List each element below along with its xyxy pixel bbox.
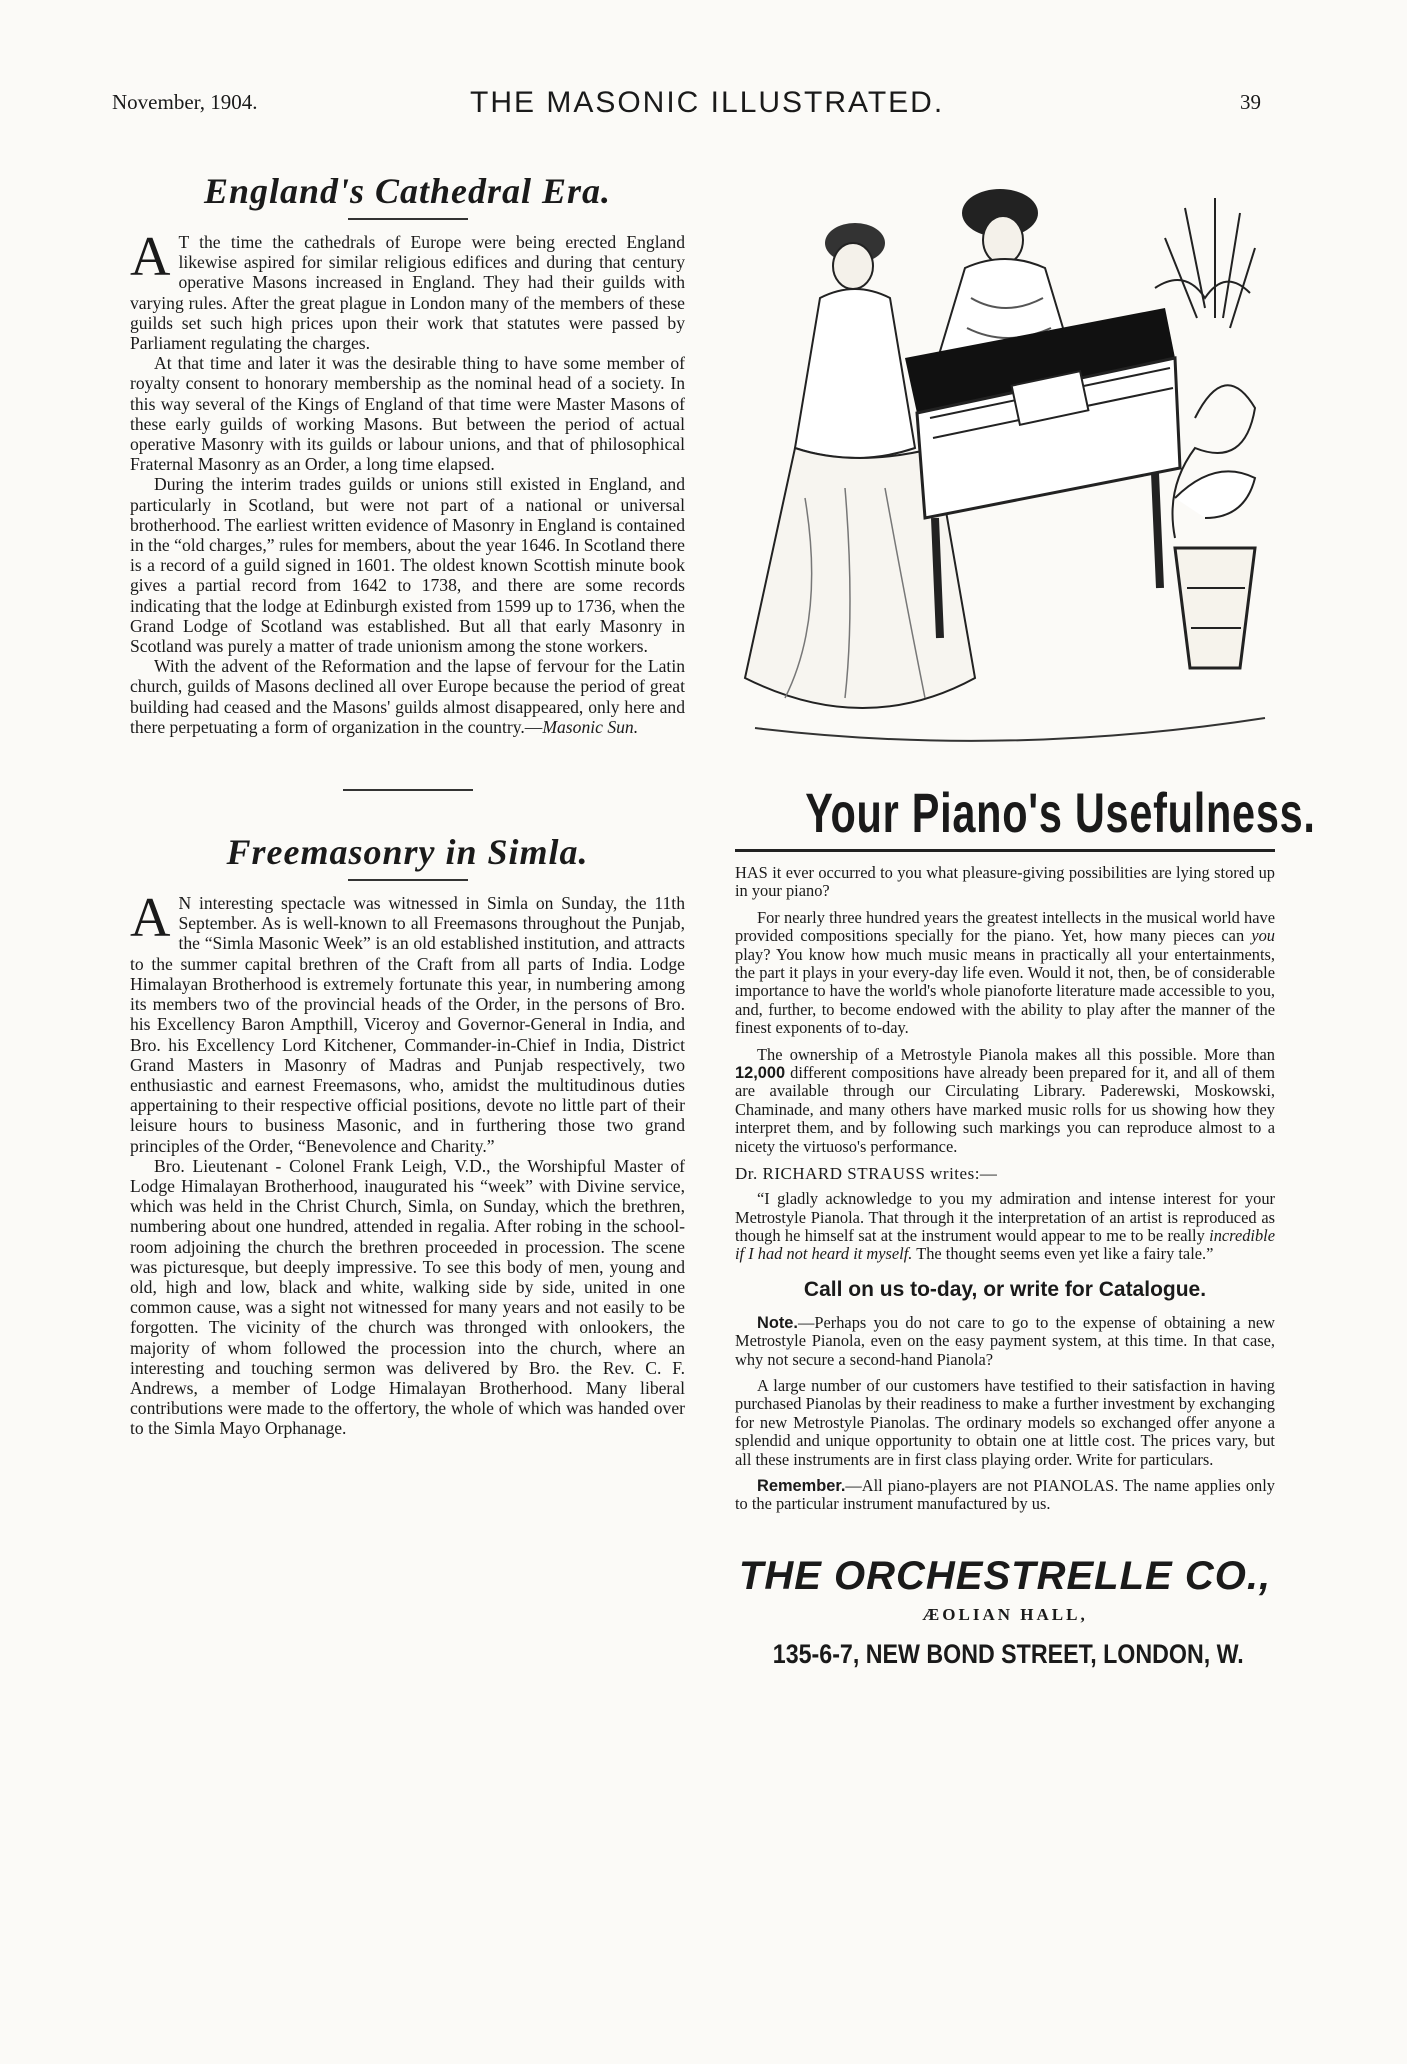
company-address: 135-6-7, NEW BOND STREET, LONDON, W. — [772, 1638, 1244, 1669]
publication-title: THE MASONIC ILLUSTRATED. — [470, 86, 945, 119]
text-run: The thought seems even yet like a fairy tale.” — [912, 1244, 1214, 1264]
text-run: different compositions have already been prepared for it, and all of them are available through our Circulating Library. Paderewski, Moskowski, Chaminade, and many others have marked music rolls for us showing how they interpret them, and by following such markings you can reproduce almost to a nicety the virtuoso's performance. — [735, 1063, 1275, 1156]
paragraph-text: With the advent of the Reformation and the lapse of fervour for the Latin church, guilds of Masons declined all over Europe because the period of great building had ceased and the Masons' guilds almost disappeared, only here and there perpetuating a form of organization in the country.— — [130, 656, 685, 737]
article-paragraph: At that time and later it was the desirable thing to have some member of royalty consent to honorary membership as the nominal head of a society. In this way several of the Kings of England of that time were Master Masons of these early guilds of working Masons. But between the period of actual operative Masonry with its guilds or labour unions, and that of philosophical Fraternal Masonry as an Order, a long time elapsed. — [130, 353, 685, 475]
ad-paragraph: HAS it ever occurred to you what pleasure-giving possibilities are lying stored up in your piano? — [735, 863, 1275, 901]
company-name: THE ORCHESTRELLE CO., — [738, 1553, 1272, 1598]
headline-rule — [735, 849, 1275, 852]
compositions-count: 12,000 — [735, 1064, 786, 1083]
ad-paragraph — [735, 909, 1275, 1038]
section-divider — [343, 789, 473, 791]
text-run: For nearly three hundred years the greatest intellects in the musical world have provided compositions specially for the piano. Yet, how many pieces can — [735, 907, 1275, 946]
emphasis-text: incredible if I had not heard it myself. — [735, 1225, 1275, 1264]
left-column — [130, 170, 685, 1439]
title-rule — [348, 879, 468, 881]
text-run: The ownership of a Metrostyle Pianola makes all this possible. More than — [757, 1044, 1275, 1064]
article-paragraph — [130, 656, 685, 737]
emphasis-text: you — [1251, 926, 1275, 946]
piano-illustration — [735, 168, 1275, 778]
article-paragraph: AN interesting spectacle was witnessed in Simla on Sunday, the 11th September. As is well-known to all Freemasons throughout the Punjab, the “Simla Masonic Week” is an old established institution, and attracts to the summer capital brethren of the Craft from all parts of India. Lodge Himalayan Brotherhood is extremely fortunate this year, in numbering among its members two of the provincial heads of the Order, in the persons of Bro. his Excellency Baron Ampthill, Viceroy and Governor-General in India, and Bro. his Excellency Lord Kitchener, Commander-in-Chief in India, District Grand Masters in Masonry of Madras and Punjab respectively, two enthusiastic and earnest Freemasons, who, amidst the multitudinous duties appertaining to their respective official positions, devote no little part of their leisure hours to business Masonic, and in furthering those two grand principles of the Order, “Benevolence and Charity.” — [130, 887, 685, 1156]
text-run: play? You know how much music means in practically all your entertainments, the part it plays in your every-day life even. Would it not, then, be of considerable importance to have the world's whole pianoforte literature made accessible to you, and, further, to become endowed with the ability to play after the manner of the finest exponents of to-day. — [735, 944, 1276, 1038]
ad-paragraph: A large number of our customers have testified to their satisfaction in having purchased Pianolas by their readiness to make a further investment by exchanging for new Metrostyle Pianolas. The ordinary models so exchanged offer anyone a splendid and unique opportunity to obtain one at little cost. The prices vary, but all these instruments are in first class playing order. Write for particulars. — [735, 1375, 1275, 1469]
note-paragraph — [735, 1314, 1275, 1369]
article-paragraph: AT the time the cathedrals of Europe were being erected England likewise aspired for similar religious edifices and during that century operative Masons increased in England. They had their guilds with varying rules. After the great plague in London many of the members of these guilds set such high prices upon their work that statutes were passed by Parliament regulating the charges. — [130, 226, 685, 354]
remember-paragraph — [735, 1477, 1275, 1514]
article-title-simla: Freemasonry in Simla. — [226, 832, 589, 873]
pianola-advertisement — [735, 168, 1316, 1670]
text-run: “I gladly acknowledge to you my admiration and intense interest for your Metrostyle Pianola. That through it the interpretation of an artist is reproduced as though he himself sat at the instrument would appear to me to be really — [735, 1189, 1275, 1245]
call-to-action: Call on us to-day, or write for Catalogue. — [803, 1277, 1207, 1301]
article-source: Masonic Sun. — [542, 716, 639, 737]
note-label: Note. — [757, 1313, 798, 1332]
ad-headline: Your Piano's Usefulness. — [805, 781, 1316, 844]
issue-date: November, 1904. — [112, 90, 258, 114]
testimonial-quote — [735, 1190, 1275, 1264]
article-paragraph: Bro. Lieutenant - Colonel Frank Leigh, V.D., the Worshipful Master of Lodge Himalayan Brotherhood, inaugurated his “week” with Divine service, which was held in the Christ Church, Simla, on Sunday, which the brethren, numbering about one hundred, attended in regalia. After robing in the school-room adjoining the church the brethren proceeded in procession. The scene was picturesque, but deeply impressive. To see this body of men, young and old, high and low, black and white, walking side by side, united in one common cause, was a sight not witnessed for many years and not easily to be forgotten. The vicinity of the church was thronged with onlookers, the majority of whom followed the procession into the church, where an interesting and touching sermon was delivered by Bro. the Rev. C. F. Andrews, a member of Lodge Himalayan Brotherhood. Many liberal contributions were made to the offertory, the whole of which was handed over to the Simla Mayo Orphanage. — [130, 1155, 685, 1439]
text-run: —Perhaps you do not care to go to the expense of obtaining a new Metrostyle Pianola, even on the easy payment system, at this time. In that case, why not secure a second-hand Pianola? — [735, 1312, 1275, 1369]
article-paragraph: During the interim trades guilds or unions still existed in England, and particularly in Scotland, but were not part of a national or universal brotherhood. The earliest written evidence of Masonry in England is contained in the “old charges,” rules for members, about the year 1646. In Scotland there is a record of a guild signed in 1601. The oldest known Scottish minute book gives a partial record from 1642 to 1738, and there are some records indicating that the lodge at Edinburgh existed from 1599 up to 1736, when the Grand Lodge of Scotland was established. But all that early Masonry in Scotland was purely a matter of trade unionism among the stone workers. — [130, 474, 685, 657]
remember-label: Remember. — [757, 1476, 846, 1495]
company-hall: ÆOLIAN HALL, — [922, 1604, 1088, 1624]
testimonial-author: Dr. RICHARD STRAUSS writes:— — [735, 1164, 998, 1184]
ad-paragraph — [735, 1046, 1275, 1156]
title-rule — [348, 218, 468, 220]
page-number: 39 — [1240, 90, 1261, 114]
text-run: —All piano-players are not PIANOLAS. The name applies only to the particular instrument manufactured by us. — [735, 1475, 1275, 1514]
article-title-cathedral: England's Cathedral Era. — [203, 171, 612, 211]
